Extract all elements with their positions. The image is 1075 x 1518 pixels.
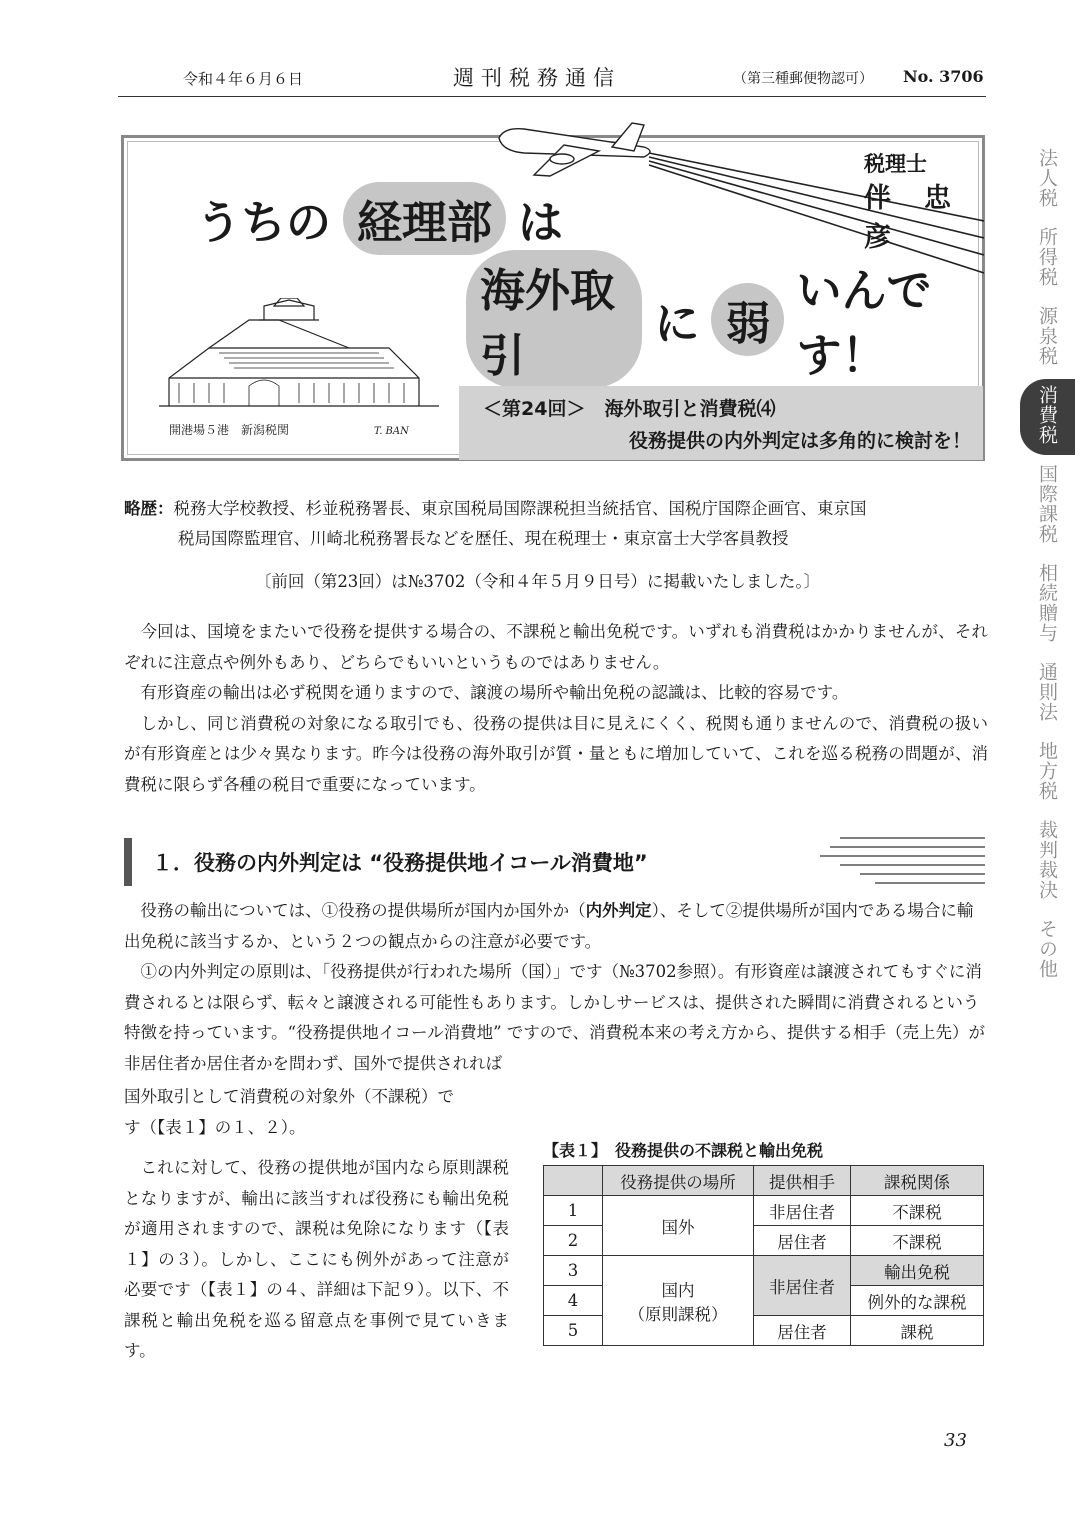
section1-column: 国外取引として消費税の対象外（不課税）で す（【表１】の１、２）。 これに対して、役務の提供地が国内なら原則課税となりますが、輸出に該当すれば役務にも輸出免税が適用されますので、課税は免除になります（【表１】の３）。しかし、ここにも例外があって注意が必要です（【表１】の４、詳細は下記９）。以下、不課税と輸出免税を巡る留意点を事例で見ていきます。 [124,1087,509,1360]
table-row: 3 国内 （原則課税） 非居住者 輸出免税 [544,1256,984,1286]
table-row: 2 居住者 不課税 [544,1226,984,1256]
table-header-row: 役務提供の場所 提供相手 課税関係 [544,1166,984,1196]
section-heading: １．役務の内外判定は “役務提供地イコール消費地” [124,838,752,886]
table-caption: 【表１】 役務提供の不課税と輸出免税 [543,1141,824,1160]
episode-subtitle: 役務提供の内外判定は多角的に検討を！ [628,430,971,452]
series-banner [121,135,985,461]
highlight-accounting-dept: 経理部 [343,182,506,255]
postal-permit: （第三種郵便物認可） [733,71,873,87]
author-name: 伴 忠彦 [864,183,954,253]
bio-label: 略歴： [124,499,174,518]
episode-number-title: ＜第24回＞ 海外取引と消費税⑷ [483,398,776,420]
tab-other[interactable]: その他 [1036,919,1058,979]
tab-general-law[interactable]: 通則法 [1036,662,1058,722]
customs-house-sketch [149,298,449,448]
section1-body: 役務の輸出については、①役務の提供場所が国内か国外か（内外判定）、そして②提供場所が国内である場合に輸出免税に該当するか、という２つの観点からの注意が必要です。 ①の内外判定の原則は、「役務提供が行われた場所（国）」です（№3702参照）。有形資産は譲渡されてもすぐに消費されるとは限らず、転々と譲渡される可能性もあります。しかしサービスは、提供された瞬間に消費されるという特徴を持っています。“役務提供地イコール消費地” ですので、消費税本来の考え方から、提供する相手（売上先）が非居住者か居住者かを問わず、国外で提供されれば [124,901,985,1073]
page-number: 33 [944,1430,967,1451]
publication-title: 週刊税務通信 [453,66,621,90]
episode-subtitle-box [459,386,983,460]
tab-income-tax[interactable]: 所得税 [1036,227,1058,287]
tax-treatment-table [543,1165,984,1346]
tab-local-tax[interactable]: 地方税 [1036,741,1058,801]
page-header [118,62,986,97]
tab-international-tax[interactable]: 国際課税 [1036,464,1058,544]
table-row: 5 居住者 課税 [544,1316,984,1346]
author-title: 税理士 [864,152,927,176]
sketch-caption: 開港場５港 新潟税関 [169,423,290,437]
sketch-signature: T. BAN [374,426,409,437]
series-title-line2: 海外取引 に 弱 いんです！ [454,250,982,388]
highlight-weak: 弱 [711,283,784,356]
tab-corporate-tax[interactable]: 法人税 [1036,148,1058,208]
heading-decoration-lines [820,835,990,885]
highlight-overseas-transaction: 海外取引 [466,250,642,388]
series-title-line1: うちの 経理部 は [196,182,563,255]
header-date: 令和４年６月６日 [183,70,304,88]
author-biography: 略歴：税務大学校教授、杉並税務署長、東京国税局国際課税担当統括官、国税庁国際企画官、東京国 税局国際監理官、川崎北税務署長などを歴任、現在税理士・東京富士大学客員教授 [124,499,867,548]
issue-number: No. 3706 [903,67,984,86]
table-row: 4 例外的な課税 [544,1286,984,1316]
tab-inheritance-gift[interactable]: 相続贈与 [1036,563,1058,643]
tab-consumption-tax[interactable]: 消費税 [1020,379,1075,455]
tab-withholding-tax[interactable]: 源泉税 [1036,306,1058,366]
category-index [1020,142,1075,992]
previous-issue-note: 〔前回（第23回）は№3702（令和４年５月９日号）に掲載いたしました。〕 [254,572,821,591]
table-row: 1 国外 非居住者 不課税 [544,1196,984,1226]
intro-paragraphs: 今回は、国境をまたいで役務を提供する場合の、不課税と輸出免税です。いずれも消費税はかかりませんが、それぞれに注意点や例外もあり、どちらでもいいというものではありません。 有形資産の輸出は必ず税関を通りますので、譲渡の場所や輸出免税の認識は、比較的容易です。 しかし、同じ消費税の対象になる取引でも、役務の提供は目に見えにくく、税関も通りませんので、消費税の扱いが有形資産とは少々異なります。昨今は役務の海外取引が質・量ともに増加していて、これを巡る税務の問題が、消費税に限らず各種の税目で重要になっています。 [124,622,988,794]
tab-court-decisions[interactable]: 裁判裁決 [1036,820,1058,900]
